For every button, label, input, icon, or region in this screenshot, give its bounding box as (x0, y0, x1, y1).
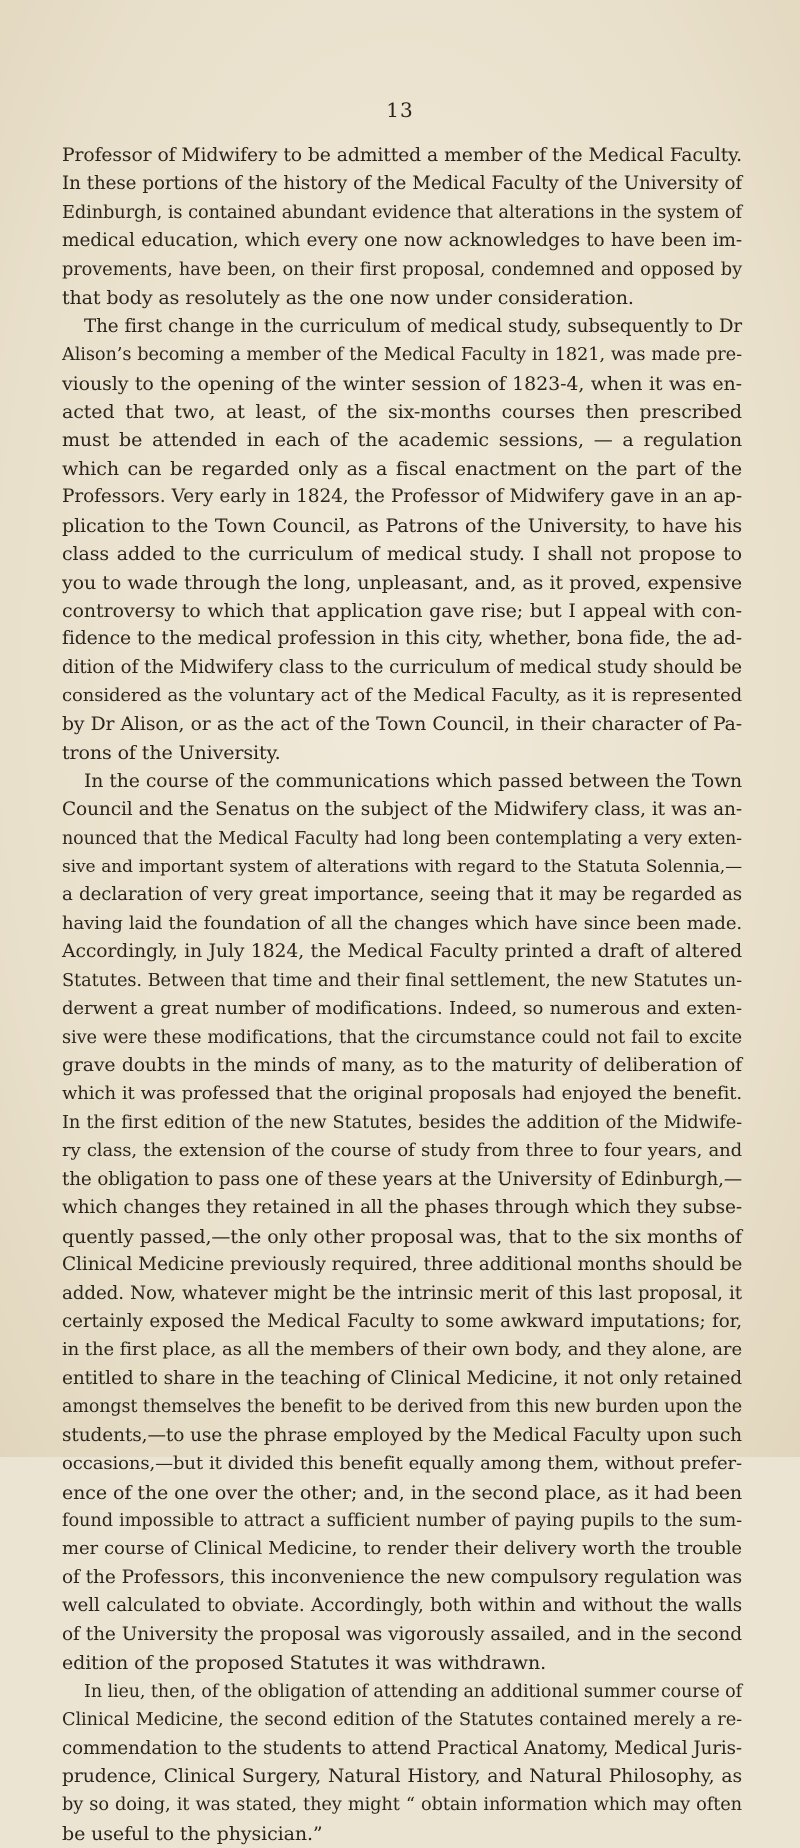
text-line: added. Now, whatever might be the intrinsic merit of this last proposal, it (62, 1282, 742, 1304)
text-line: by Dr Alison, or as the act of the Town Council, in their character of Pa- (62, 713, 742, 735)
page-number: 13 (386, 98, 414, 122)
text-line: acted that two, at least, of the six-months courses then prescribed (62, 400, 742, 423)
text-line: considered as the voluntary act of the Medical Faculty, as it is represented (62, 685, 742, 707)
text-line: commendation to the students to attend Practical Anatomy, Medical Juris- (62, 1737, 742, 1759)
text-line: derwent a great number of modifications. Indeed, so numerous and exten- (62, 998, 742, 1020)
text-line: quently passed,—the only other proposal was, that to the six months of (62, 1225, 742, 1248)
text-line: certainly exposed the Medical Faculty to some awkward imputations; for, (62, 1310, 742, 1332)
text-line: fidence to the medical profession in this city, whether, bona fide, the ad- (62, 628, 742, 650)
text-line: In lieu, then, of the obligation of attending an additional summer course of (84, 1681, 742, 1702)
text-line: found impossible to attract a sufficient number of paying pupils to the sum- (62, 1511, 742, 1531)
text-line: in the first place, as all the members of their own body, and they alone, are (62, 1339, 742, 1361)
text-line: Professors. Very early in 1824, the Professor of Midwifery gave in an ap- (62, 486, 742, 508)
text-line: dition of the Midwifery class to the curriculum of medical study should be (62, 656, 742, 678)
text-line: viously to the opening of the winter session of 1823-4, when it was en- (62, 372, 742, 395)
text-line: amongst themselves the benefit to be derived from this new burden upon the (62, 1397, 742, 1418)
text-line: the obligation to pass one of these years at the University of Edinburgh,— (62, 1168, 742, 1190)
text-line: of the University the proposal was vigorously assailed, and in the second (62, 1623, 742, 1645)
text-line: occasions,—but it divided this benefit equally among them, without prefer- (62, 1453, 742, 1475)
text-line: grave doubts in the minds of many, as to the maturity of deliberation of (62, 1055, 742, 1076)
text-line: ence of the one over the other; and, in the second place, as it had been (62, 1481, 742, 1504)
text-line: students,—to use the phrase employed by the Medical Faculty upon such (62, 1424, 742, 1446)
text-line: In the first edition of the new Statutes, besides the addition of the Midwife- (62, 1112, 742, 1133)
text-line: prudence, Clinical Surgery, Natural History, and Natural Philosophy, as (62, 1765, 742, 1787)
body-text (62, 142, 742, 1848)
text-line: which it was professed that the original proposals had enjoyed the benefit. (62, 1083, 742, 1105)
text-line: of the Professors, this inconvenience the new compulsory regulation was (62, 1566, 742, 1588)
text-line: The first change in the curriculum of medical study, subsequently to Dr (84, 315, 742, 337)
text-line: you to wade through the long, unpleasant, and, as it proved, expensive (62, 571, 742, 594)
text-line: Alison’s becoming a member of the Medical Faculty in 1821, was made pre- (62, 345, 742, 366)
text-line: Clinical Medicine previously required, three additional months should be (62, 1254, 743, 1276)
text-line: nounced that the Medical Faculty had long been contemplating a very exten- (62, 828, 742, 849)
text-line: Accordingly, in July 1824, the Medical Faculty printed a draft of altered (62, 941, 742, 963)
text-line: a declaration of very great importance, seeing that it may be regarded as (62, 884, 742, 906)
text-line: Clinical Medicine, the second edition of the Statutes contained merely a re- (62, 1710, 742, 1731)
text-line: be useful to the physician.” (62, 1822, 323, 1845)
text-line: In these portions of the history of the Medical Faculty of the University of (62, 173, 742, 195)
text-line: which changes they retained in all the phases through which they subse- (62, 1197, 742, 1219)
text-line: sive and important system of alterations with regard to the Statuta Solennia,— (62, 856, 742, 877)
text-line: mer course of Clinical Medicine, to render their delivery worth the trouble (62, 1538, 742, 1560)
text-line: plication to the Town Council, as Patrons of the University, to have his (62, 514, 742, 537)
text-line: class added to the curriculum of medical study. I shall not propose to (62, 543, 742, 566)
text-line: edition of the proposed Statutes it was withdrawn. (62, 1652, 547, 1675)
text-line: controversy to which that application gave rise; but I appeal with con- (62, 600, 742, 622)
text-line: well calculated to obviate. Accordingly, both within and without the walls (62, 1595, 742, 1617)
text-line: by so doing, it was stated, they might “ obtain information which may often (62, 1795, 742, 1816)
text-line: entitled to share in the teaching of Clinical Medicine, it not only retained (62, 1367, 742, 1389)
text-line: In the course of the communications which passed between the Town (84, 770, 742, 792)
text-line: trons of the University. (62, 742, 281, 765)
text-line: Edinburgh, is contained abundant evidence that alterations in the system of (62, 202, 742, 223)
text-line: Professor of Midwifery to be admitted a member of the Medical Faculty. (62, 145, 742, 166)
text-line: which can be regarded only as a fiscal enactment on the part of the (62, 457, 742, 480)
text-line: must be attended in each of the academic sessions, — a regulation (62, 429, 742, 452)
text-line: having laid the foundation of all the changes which have since been made. (62, 912, 742, 934)
text-line: Statutes. Between that time and their final settlement, the new Statutes un- (62, 970, 742, 991)
text-line: medical education, which every one now acknowledges to have been im- (62, 230, 742, 252)
text-line: Council and the Senatus on the subject of the Midwifery class, it was an- (62, 799, 742, 821)
text-line: ry class, the extension of the course of study from three to four years, and (62, 1140, 742, 1162)
text-line: provements, have been, on their first proposal, condemned and opposed by (62, 259, 742, 280)
text-line: sive were these modifications, that the circumstance could not fail to excite (62, 1027, 742, 1048)
text-line: that body as resolutely as the one now under consideration. (62, 287, 634, 310)
